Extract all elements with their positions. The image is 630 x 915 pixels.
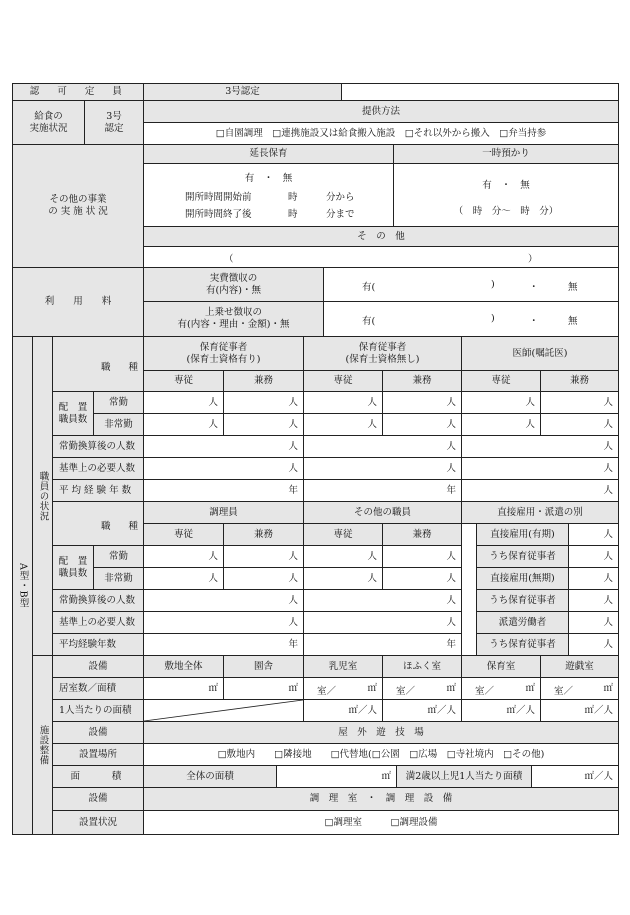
temporary-care-title: 一時預かり bbox=[393, 144, 619, 164]
d-required[interactable]: 人 bbox=[461, 457, 619, 480]
cook-avg-years[interactable]: 年 bbox=[143, 633, 304, 656]
placement-2-line1: 配 置 bbox=[58, 555, 88, 567]
direct-fixed-value[interactable]: 人 bbox=[568, 523, 619, 546]
staff-section-text: 職員の状況 bbox=[37, 470, 49, 522]
u-full-regular[interactable]: 人 bbox=[303, 391, 383, 414]
fees-row1-no: 無 bbox=[568, 282, 578, 293]
other-full-regular[interactable]: 人 bbox=[303, 545, 383, 568]
header-qualified bbox=[143, 336, 304, 371]
d-part-regular[interactable]: 人 bbox=[540, 391, 619, 414]
other-input[interactable] bbox=[143, 246, 619, 268]
cook-required[interactable]: 人 bbox=[143, 611, 304, 634]
other-required[interactable]: 人 bbox=[303, 611, 462, 634]
fees-row2-no: 無 bbox=[568, 316, 578, 327]
other-business-line1: その他の事業 bbox=[49, 194, 107, 206]
direct-unfixed-childcare-label: うち保育従事者 bbox=[476, 589, 569, 612]
extended-care-row2-label: 開所時間終了後 bbox=[185, 209, 252, 220]
direct-fixed-childcare-value[interactable]: 人 bbox=[568, 545, 619, 568]
header-doctor: 医師(嘱託医) bbox=[461, 336, 619, 371]
u-converted[interactable]: 人 bbox=[303, 435, 462, 458]
regular-label-2: 常勤 bbox=[93, 545, 144, 568]
other-part-nonregular[interactable]: 人 bbox=[382, 567, 462, 590]
cook-full-regular[interactable]: 人 bbox=[143, 545, 224, 568]
meal-certification bbox=[84, 100, 144, 145]
approval-label: 認 可 定 員 bbox=[12, 83, 144, 101]
u-part-nonregular[interactable]: 人 bbox=[382, 413, 462, 436]
col-play-room: 遊戯室 bbox=[540, 655, 619, 678]
meal-label-line1: 給食の bbox=[34, 110, 63, 122]
d-full-regular[interactable]: 人 bbox=[461, 391, 541, 414]
nursery-per-person[interactable]: ㎡／人 bbox=[461, 699, 541, 722]
infant-per-person[interactable]: ㎡／人 bbox=[303, 699, 383, 722]
header-qualified-line1: 保育従事者 bbox=[199, 341, 248, 353]
area-label: 面 積 bbox=[52, 765, 144, 788]
direct-fixed-label: 直接雇用(有期) bbox=[476, 523, 569, 546]
equipment-label-3: 設備 bbox=[52, 787, 144, 811]
fees-row1-line2: 有(内容)・無 bbox=[206, 284, 261, 296]
fees-row2-close: ) bbox=[491, 313, 495, 324]
crawling-room-count: 室／ bbox=[396, 686, 416, 697]
col-infant-room: 乳児室 bbox=[303, 655, 383, 678]
required-label-1: 基準上の必要人数 bbox=[52, 457, 144, 480]
q-avg-years[interactable]: 年 bbox=[143, 479, 304, 502]
u-part-header: 兼務 bbox=[382, 370, 462, 392]
nursery-room-area[interactable]: ㎡ bbox=[461, 677, 541, 700]
extended-care-row1-unit: 時 分から bbox=[288, 192, 355, 203]
q-part-regular[interactable]: 人 bbox=[223, 391, 304, 414]
other-title: そ の 他 bbox=[143, 226, 619, 247]
location-options[interactable]: □敷地内 □隣接地 □代替地(□公園 □広場 □寺社境内 □その他) bbox=[143, 743, 619, 766]
infant-room-count: 室／ bbox=[317, 686, 337, 697]
placement-label-1 bbox=[52, 391, 94, 436]
fees-row2-yes: 有( bbox=[362, 316, 376, 327]
dispatch-childcare-label: うち保育従事者 bbox=[476, 633, 569, 656]
q-required[interactable]: 人 bbox=[143, 457, 304, 480]
facility-section-label bbox=[32, 655, 53, 835]
converted-label-1: 常勤換算後の人数 bbox=[52, 435, 144, 458]
placement-1-line2: 職員数 bbox=[58, 413, 88, 425]
fees-row2-label bbox=[143, 301, 324, 337]
other-business-label bbox=[12, 144, 144, 268]
temporary-care-yes-no: 有 ・ 無 bbox=[482, 180, 530, 191]
d-full-header: 専従 bbox=[461, 370, 541, 392]
header-unqualified-line1: 保育従事者 bbox=[358, 341, 407, 353]
ab-type-text: A型・B型 bbox=[17, 562, 29, 609]
status-options[interactable]: □調理室 □調理設備 bbox=[143, 810, 619, 835]
location-label: 設置場所 bbox=[52, 743, 144, 766]
d-avg-years[interactable]: 人 bbox=[461, 479, 619, 502]
fees-row2-line1: 上乗せ徴収の bbox=[204, 307, 262, 319]
rooms-area-label: 居室数／面積 bbox=[52, 677, 144, 700]
q-part-nonregular[interactable]: 人 bbox=[223, 413, 304, 436]
col-site: 敷地全体 bbox=[143, 655, 224, 678]
meal-label-line2: 実施状況 bbox=[29, 122, 68, 134]
approval-input[interactable] bbox=[341, 83, 619, 101]
cook-converted[interactable]: 人 bbox=[143, 589, 304, 612]
col-nursery-room: 保育室 bbox=[461, 655, 541, 678]
cook-part-nonregular[interactable]: 人 bbox=[223, 567, 304, 590]
dispatch-value[interactable]: 人 bbox=[568, 611, 619, 634]
fees-row1-dot: ・ bbox=[529, 282, 539, 293]
other-full-nonregular[interactable]: 人 bbox=[303, 567, 383, 590]
other-converted[interactable]: 人 bbox=[303, 589, 462, 612]
other-paren-open: （ bbox=[224, 254, 234, 265]
play-room-count: 室／ bbox=[554, 686, 574, 697]
extended-care-yes-no: 有 ・ 無 bbox=[244, 173, 293, 184]
non-regular-label-2: 非常勤 bbox=[93, 567, 144, 590]
converted-label-2: 常勤換算後の人数 bbox=[52, 589, 144, 612]
temporary-care-box[interactable] bbox=[393, 163, 619, 227]
total-area-label: 全体の面積 bbox=[143, 765, 277, 788]
u-full-header: 専従 bbox=[303, 370, 383, 392]
other-part-header: 兼務 bbox=[382, 523, 462, 546]
staff-job-label-2: 職 種 bbox=[101, 521, 143, 532]
d-part-header: 兼務 bbox=[540, 370, 619, 392]
other-business-line2: の 実 施 状 況 bbox=[48, 206, 108, 217]
staff-section-label bbox=[32, 336, 53, 656]
cook-part-header: 兼務 bbox=[223, 523, 304, 546]
q-full-nonregular[interactable]: 人 bbox=[143, 413, 224, 436]
fees-row1-label bbox=[143, 267, 324, 302]
nursery-room-count: 室／ bbox=[475, 686, 495, 697]
q-full-regular[interactable]: 人 bbox=[143, 391, 224, 414]
other-avg-years[interactable]: 年 bbox=[303, 633, 462, 656]
extended-care-row2-unit: 時 分まで bbox=[288, 209, 355, 220]
placement-2-line2: 職員数 bbox=[58, 567, 88, 579]
d-full-nonregular[interactable]: 人 bbox=[461, 413, 541, 436]
fees-row2-line2: 有(内容・理由・金額)・無 bbox=[177, 319, 290, 330]
staff-job-label-1: 職 種 bbox=[101, 362, 143, 373]
equipment-label-1: 設備 bbox=[52, 655, 144, 678]
site-area[interactable]: ㎡ bbox=[143, 677, 224, 700]
extended-care-row1-label: 開所時間開始前 bbox=[185, 192, 252, 203]
other-full-header: 専従 bbox=[303, 523, 383, 546]
fees-row1-close: ) bbox=[491, 279, 495, 290]
cook-full-nonregular[interactable]: 人 bbox=[143, 567, 224, 590]
meal-method-options[interactable]: □自園調理 □連携施設又は給食搬入施設 □それ以外から搬入 □弁当持参 bbox=[143, 122, 619, 145]
other-part-regular[interactable]: 人 bbox=[382, 545, 462, 568]
direct-unfixed-label: 直接雇用(無期) bbox=[476, 567, 569, 590]
cook-part-regular[interactable]: 人 bbox=[223, 545, 304, 568]
avg-years-label-2: 平均経験年数 bbox=[52, 633, 144, 656]
meal-cert-line1: 3号 bbox=[106, 110, 122, 122]
d-part-nonregular[interactable]: 人 bbox=[540, 413, 619, 436]
other-paren-close: ） bbox=[528, 254, 538, 265]
direct-unfixed-value[interactable]: 人 bbox=[568, 567, 619, 590]
placement-1-line1: 配 置 bbox=[58, 401, 88, 413]
non-regular-label-1: 非常勤 bbox=[93, 413, 144, 436]
avg-years-label-1: 平 均 経 験 年 数 bbox=[52, 479, 144, 502]
direct-fixed-childcare-label: うち保育従事者 bbox=[476, 545, 569, 568]
dispatch-label: 派遣労働者 bbox=[476, 611, 569, 634]
diagonal-line-icon bbox=[144, 700, 303, 721]
per-child-area-label: 満2歳以上児1人当たり面積 bbox=[396, 765, 532, 788]
direct-unfixed-childcare-value[interactable]: 人 bbox=[568, 589, 619, 612]
ab-type-label bbox=[12, 336, 33, 835]
fees-row1-line1: 実費徴収の bbox=[209, 272, 258, 284]
fees-row2-dot: ・ bbox=[529, 316, 539, 327]
per-person-label: 1人当たりの面積 bbox=[52, 699, 144, 722]
cook-full-header: 専従 bbox=[143, 523, 224, 546]
building-area[interactable]: ㎡ bbox=[223, 677, 304, 700]
header-unqualified-line2: (保育士資格無し) bbox=[345, 353, 420, 365]
placement-label-2 bbox=[52, 545, 94, 590]
infant-room-area[interactable]: ㎡ bbox=[303, 677, 383, 700]
extended-care-title: 延長保育 bbox=[143, 144, 394, 164]
col-crawling-room: ほふく室 bbox=[382, 655, 462, 678]
header-other-staff: その他の職員 bbox=[303, 501, 462, 524]
dispatch-childcare-value[interactable]: 人 bbox=[568, 633, 619, 656]
outdoor-title: 屋 外 遊 技 場 bbox=[143, 721, 619, 744]
regular-label-1: 常勤 bbox=[93, 391, 144, 414]
col-building: 園舎 bbox=[223, 655, 304, 678]
q-converted[interactable]: 人 bbox=[143, 435, 304, 458]
approval-value: 3号認定 bbox=[143, 83, 342, 101]
header-cook: 調理員 bbox=[143, 501, 304, 524]
q-part-header: 兼務 bbox=[223, 370, 304, 392]
per-child-area-value[interactable]: ㎡／人 bbox=[531, 765, 619, 788]
u-full-nonregular[interactable]: 人 bbox=[303, 413, 383, 436]
play-room-area[interactable]: ㎡ bbox=[540, 677, 619, 700]
u-part-regular[interactable]: 人 bbox=[382, 391, 462, 414]
header-unqualified bbox=[303, 336, 462, 371]
status-label: 設置状況 bbox=[52, 810, 144, 835]
crawling-per-person[interactable]: ㎡／人 bbox=[382, 699, 462, 722]
meal-cert-line2: 認定 bbox=[104, 122, 124, 134]
fees-label: 利 用 料 bbox=[12, 267, 144, 337]
meal-method-label: 提供方法 bbox=[143, 100, 619, 123]
fees-row1-yes: 有( bbox=[362, 282, 376, 293]
q-full-header: 専従 bbox=[143, 370, 224, 392]
crawling-room-area[interactable]: ㎡ bbox=[382, 677, 462, 700]
d-converted[interactable]: 人 bbox=[461, 435, 619, 458]
u-avg-years[interactable]: 年 bbox=[303, 479, 462, 502]
equipment-label-2: 設備 bbox=[52, 721, 144, 744]
total-area-value[interactable]: ㎡ bbox=[276, 765, 397, 788]
header-qualified-line2: (保育士資格有り) bbox=[186, 353, 261, 365]
per-person-blank bbox=[143, 699, 304, 722]
kitchen-title: 調 理 室 ・ 調 理 設 備 bbox=[143, 787, 619, 811]
facility-section-text: 施設整備 bbox=[37, 724, 49, 766]
temporary-care-time: （ 時 分〜 時 分） bbox=[453, 206, 559, 217]
play-per-person[interactable]: ㎡／人 bbox=[540, 699, 619, 722]
required-label-2: 基準上の必要人数 bbox=[52, 611, 144, 634]
u-required[interactable]: 人 bbox=[303, 457, 462, 480]
header-employment-type: 直接雇用・派遣の別 bbox=[461, 501, 619, 524]
meal-label bbox=[12, 100, 85, 145]
